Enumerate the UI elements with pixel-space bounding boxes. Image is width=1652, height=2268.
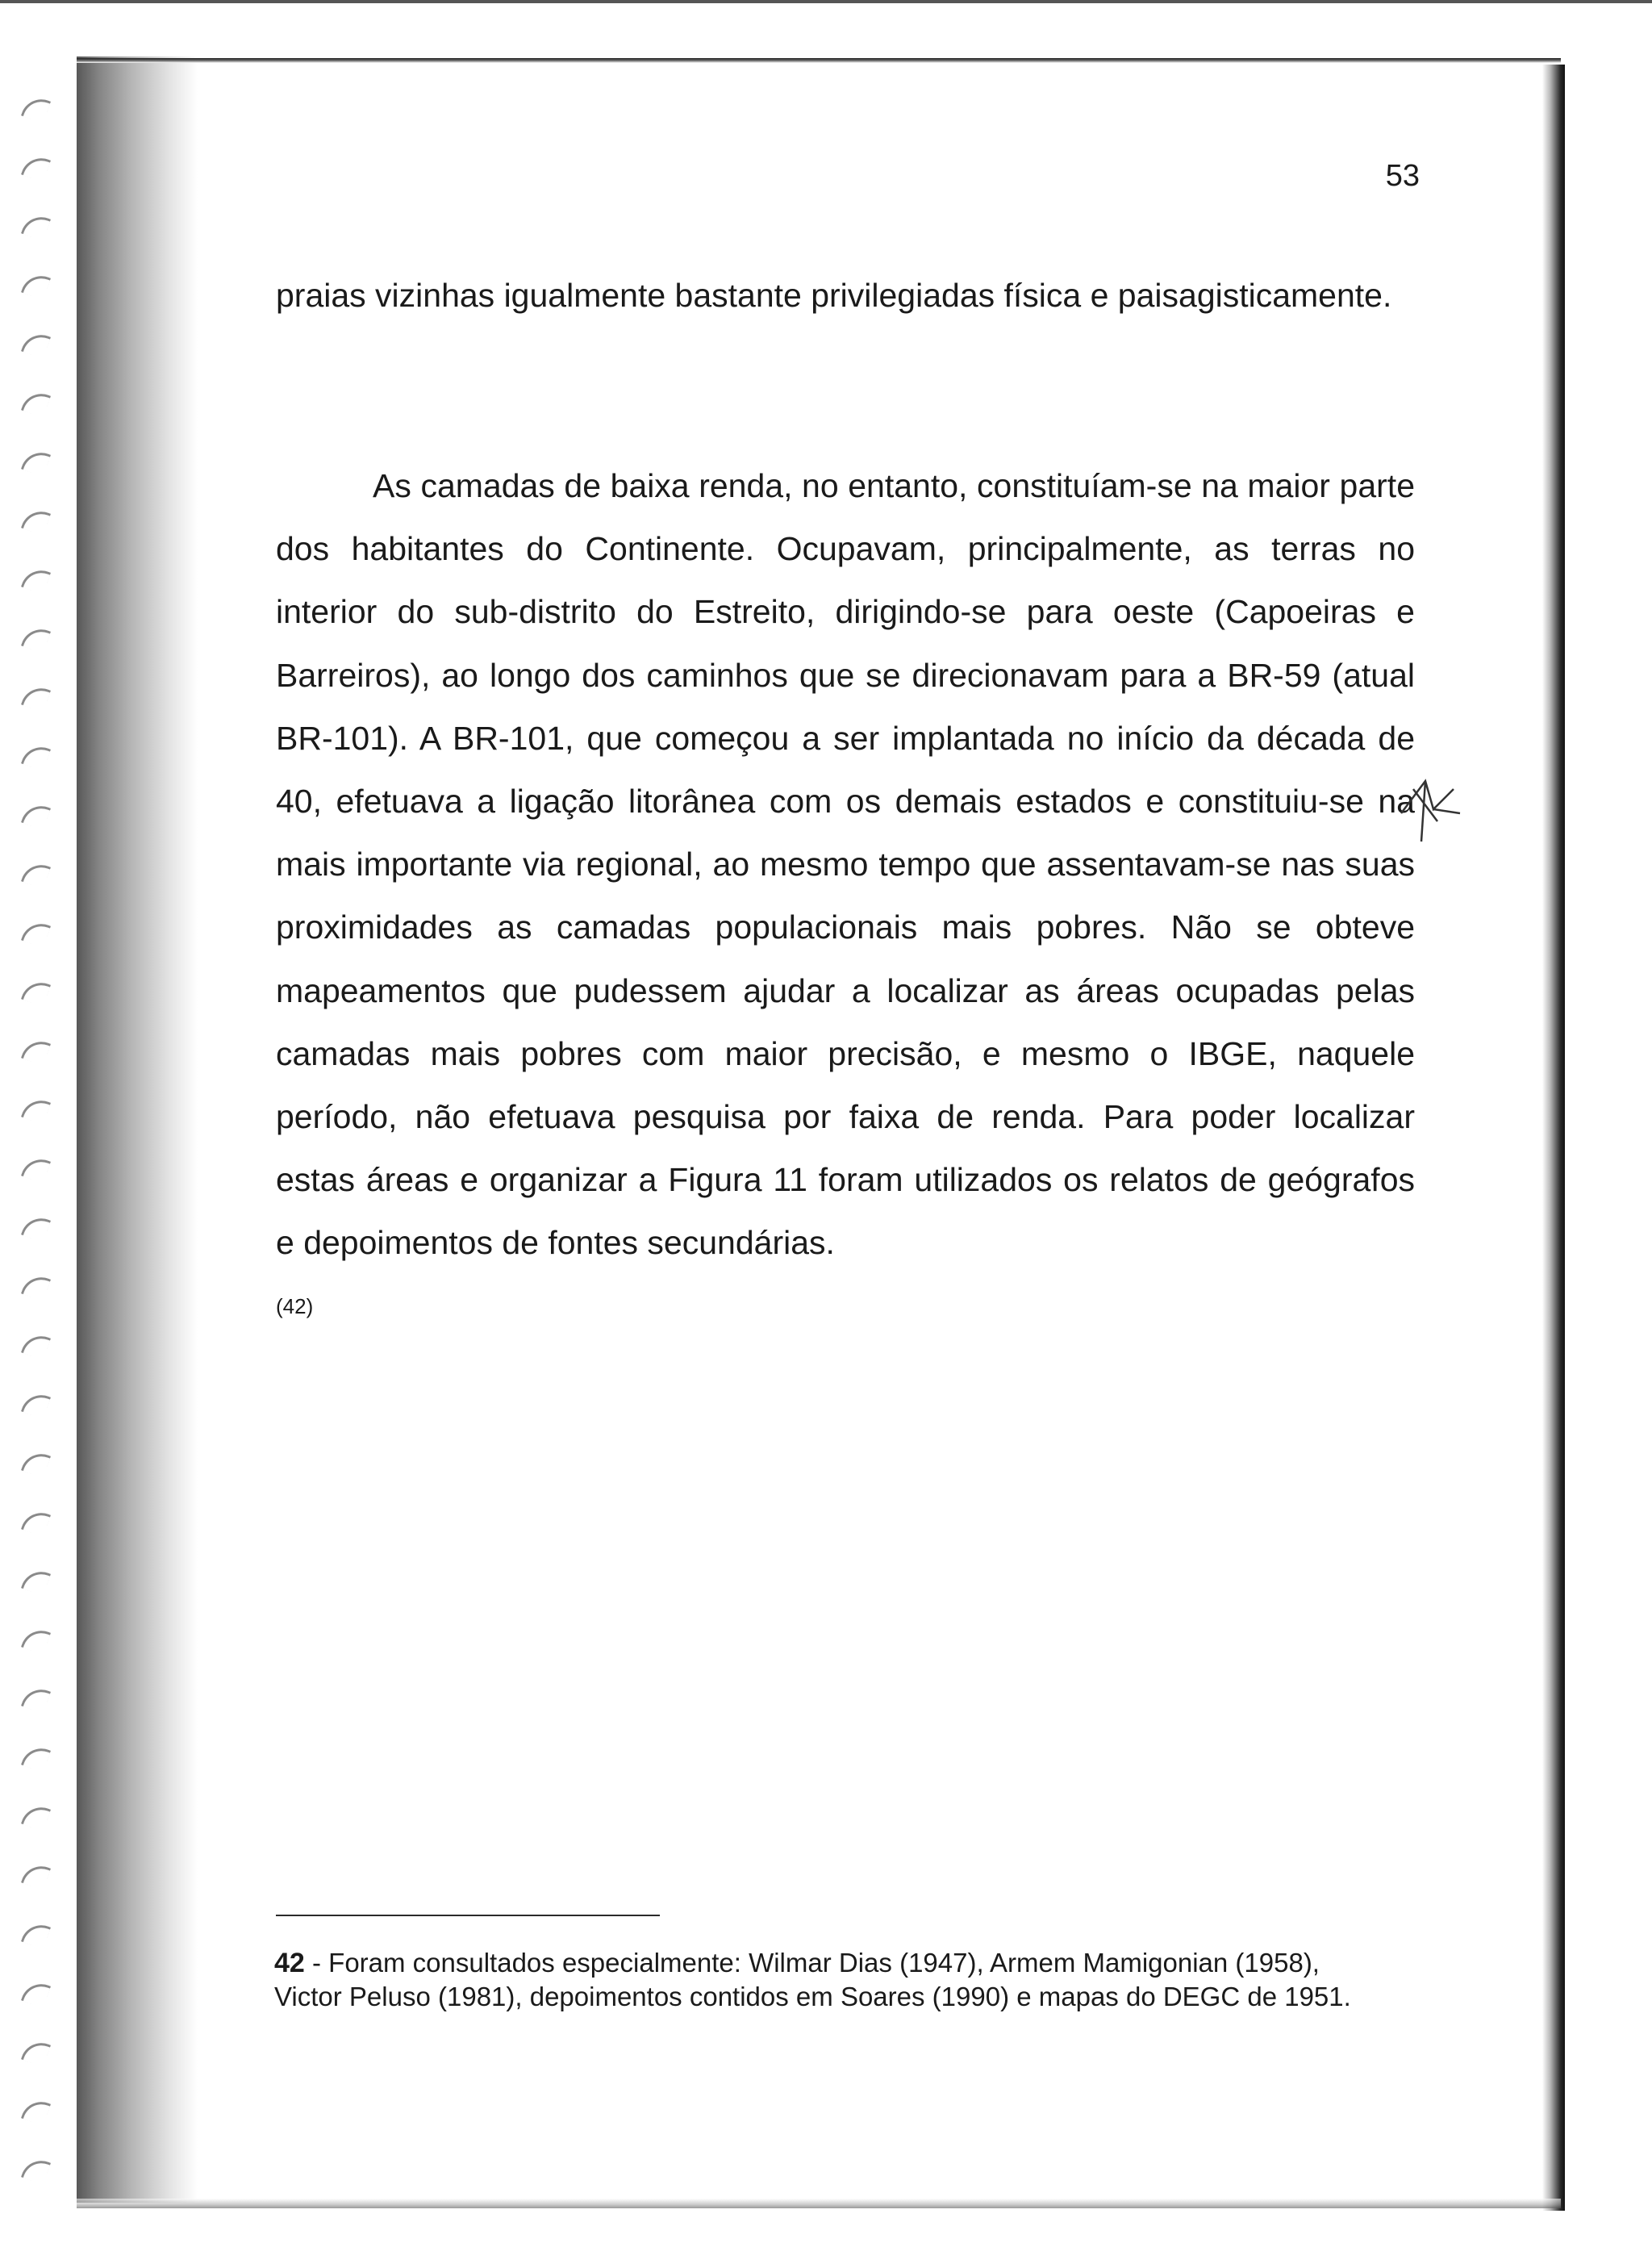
binding-hole [21, 859, 51, 889]
paragraph-main [276, 454, 1415, 1343]
binding-hole [21, 1684, 51, 1714]
footnote-text: Foram consultados especialmente: Wilmar Dias (1947), Armem Mamigonian (1958), Victor Peluso (1981), depoimentos contidos em Soares (1990) e mapas do DEGC de 1951. [274, 1948, 1351, 2011]
binding-hole [21, 1919, 51, 1949]
footnote-separator-dash: - [304, 1948, 329, 1978]
binding-hole [21, 152, 51, 182]
binding-hole [21, 565, 51, 595]
footnote-separator [276, 1915, 660, 1916]
binding-hole [21, 2037, 51, 2067]
page-bottom-edge [77, 2199, 1561, 2208]
binding-hole [21, 1978, 51, 2008]
binding-hole [21, 1213, 51, 1243]
binding-hole [21, 977, 51, 1007]
binding-hole [21, 1448, 51, 1478]
binding-hole [21, 1036, 51, 1066]
footnote-number: 42 [274, 1948, 305, 1978]
footnote [274, 1946, 1379, 2013]
footnote-reference: (42) [276, 1293, 314, 1318]
binding-hole [21, 1095, 51, 1125]
paragraph-continuation: praias vizinhas igualmente bastante privilegiadas física e paisagisticamente. [276, 277, 1392, 314]
binding-hole [21, 211, 51, 241]
page-number: 53 [1385, 159, 1420, 193]
paragraph-main-text: As camadas de baixa renda, no entanto, constituíam-se na maior parte dos habitantes do Continente. Ocupavam, principalmente, as terras no interior do sub-distrito do Estreito, dirigindo-se para oeste (Capoeiras e Barreiros), ao longo dos caminhos que se direcionavam para a BR-59 (atual BR-101). A BR-101, que começou a ser implantada no início da década de 40, efetuava a ligação litorânea com os demais estados e constituiu-se na mais importante via regional, ao mesmo tempo que assentavam-se nas suas proximidades as camadas populacionais mais pobres. Não se obteve mapeamentos que pudessem ajudar a localizar as áreas ocupadas pelas camadas mais pobres com maior precisão, e mesmo o IBGE, naquele período, não efetuava pesquisa por faixa de renda. Para poder localizar estas áreas e organizar a Figura 11 foram utilizados os relatos de geógrafos e depoimentos de fontes secundárias. [276, 467, 1415, 1262]
binding-hole [21, 447, 51, 477]
scan-top-border [0, 0, 1652, 3]
binding-hole [21, 918, 51, 948]
binding-holes [16, 97, 65, 2227]
binding-hole [21, 1743, 51, 1773]
page-top-edge [77, 58, 1561, 63]
handwritten-mark [1389, 765, 1462, 846]
binding-hole [21, 1154, 51, 1184]
binding-hole [21, 1272, 51, 1301]
binding-hole [21, 270, 51, 300]
binding-hole [21, 388, 51, 418]
binding-hole [21, 2155, 51, 2185]
binding-hole [21, 741, 51, 771]
binding-hole [21, 800, 51, 830]
binding-hole [21, 1507, 51, 1537]
binding-hole [21, 624, 51, 654]
binding-hole [21, 683, 51, 712]
binding-hole [21, 506, 51, 536]
binding-hole [21, 329, 51, 359]
page-right-edge [1542, 65, 1565, 2211]
binding-hole [21, 94, 51, 123]
binding-hole [21, 1625, 51, 1655]
scan-left-shadow [77, 56, 198, 2203]
binding-hole [21, 2096, 51, 2126]
binding-hole [21, 1389, 51, 1419]
binding-hole [21, 1566, 51, 1596]
binding-hole [21, 1802, 51, 1832]
binding-hole [21, 1861, 51, 1890]
binding-hole [21, 1330, 51, 1360]
